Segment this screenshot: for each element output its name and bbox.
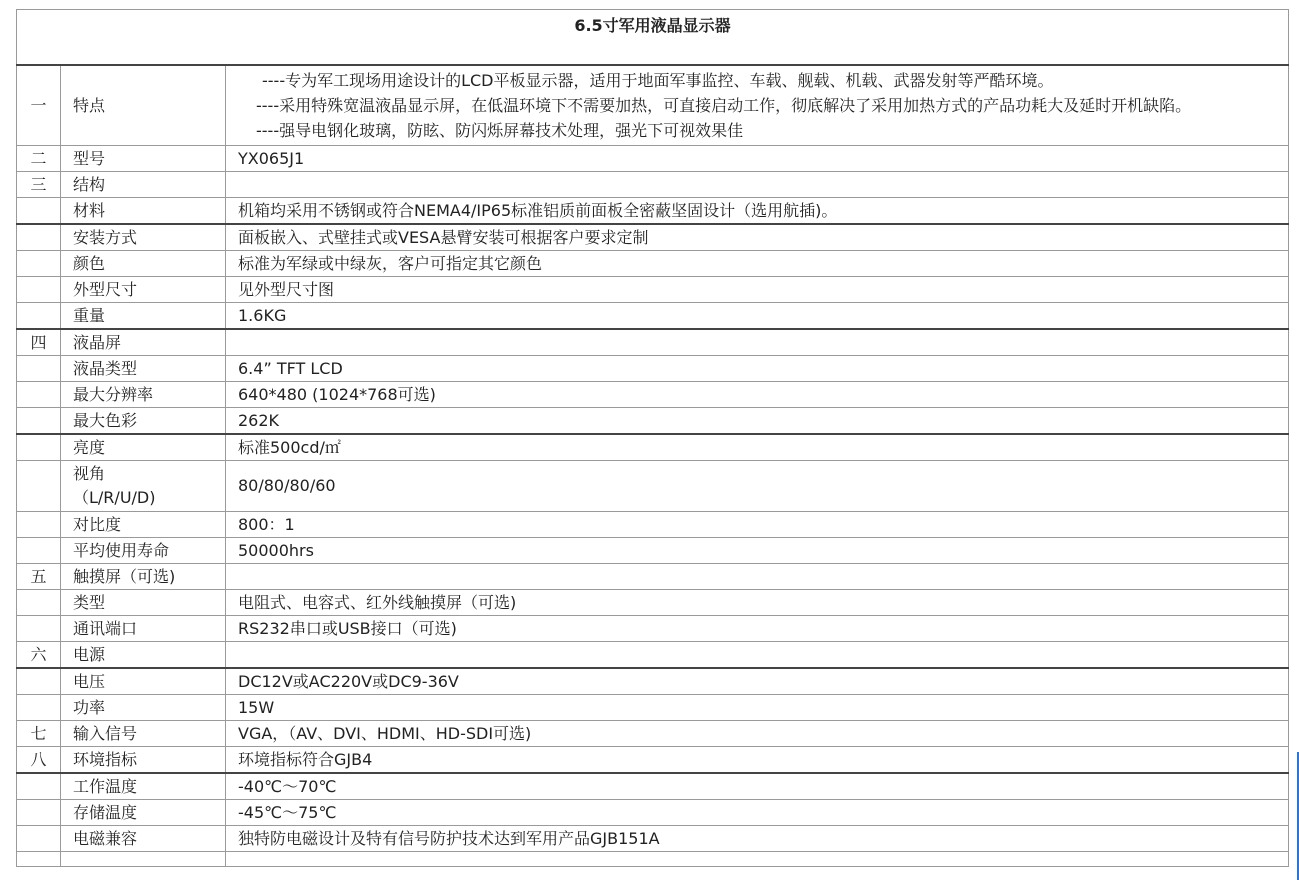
table-row (17, 356, 1289, 382)
row-value: 环境指标符合GJB4 (226, 747, 1289, 774)
table-row (17, 564, 1289, 590)
row-index (17, 408, 61, 435)
row-value: -40℃～70℃ (226, 773, 1289, 800)
row-value (226, 564, 1289, 590)
row-value (226, 329, 1289, 356)
row-name: 平均使用寿命 (61, 538, 226, 564)
table-row (17, 590, 1289, 616)
row-name: 结构 (61, 172, 226, 198)
table-row (17, 146, 1289, 172)
row-index (17, 434, 61, 461)
row-index (17, 826, 61, 852)
row-value: 见外型尺寸图 (226, 277, 1289, 303)
row-name: 触摸屏（可选) (61, 564, 226, 590)
table-row (17, 512, 1289, 538)
row-value: 机箱均采用不锈钢或符合NEMA4/IP65标准铝质前面板全密蔽坚固设计（选用航插)。 (226, 198, 1289, 225)
row-value: 15W (226, 695, 1289, 721)
row-value: 电阻式、电容式、红外线触摸屏（可选) (226, 590, 1289, 616)
row-value: 标准为军绿或中绿灰，客户可指定其它颜色 (226, 251, 1289, 277)
row-name: 重量 (61, 303, 226, 330)
table-row (17, 172, 1289, 198)
row-value: -45℃～75℃ (226, 800, 1289, 826)
row-index (17, 800, 61, 826)
table-row (17, 198, 1289, 225)
table-row (17, 773, 1289, 800)
row-index (17, 616, 61, 642)
table-row (17, 277, 1289, 303)
table-row (17, 434, 1289, 461)
row-name: 安装方式 (61, 224, 226, 251)
row-name: 颜色 (61, 251, 226, 277)
row-name: 类型 (61, 590, 226, 616)
row-index (17, 590, 61, 616)
table-row (17, 747, 1289, 774)
row-name: 电磁兼容 (61, 826, 226, 852)
row-name: 最大分辨率 (61, 382, 226, 408)
table-row (17, 303, 1289, 330)
row-index: 三 (17, 172, 61, 198)
row-value: RS232串口或USB接口（可选) (226, 616, 1289, 642)
row-value: 80/80/80/60 (226, 461, 1289, 512)
table-row (17, 668, 1289, 695)
row-index (17, 277, 61, 303)
row-value: 面板嵌入、式壁挂式或VESA悬臂安装可根据客户要求定制 (226, 224, 1289, 251)
row-value: VGA，（AV、DVI、HDMI、HD-SDI可选) (226, 721, 1289, 747)
row-index (17, 198, 61, 225)
table-row (17, 224, 1289, 251)
row-value: YX065J1 (226, 146, 1289, 172)
row-name: 通讯端口 (61, 616, 226, 642)
row-value (226, 642, 1289, 669)
row-name (61, 852, 226, 867)
row-name: 亮度 (61, 434, 226, 461)
row-value: 50000hrs (226, 538, 1289, 564)
table-row (17, 408, 1289, 435)
feature-line: ----专为军工现场用途设计的LCD平板显示器，适用于地面军事监控、车载、舰载、机载、武器发射等严酷环境。 (262, 71, 1054, 90)
row-value: 独特防电磁设计及特有信号防护技术达到军用产品GJB151A (226, 826, 1289, 852)
row-name: 材料 (61, 198, 226, 225)
table-row (17, 382, 1289, 408)
row-index (17, 668, 61, 695)
row-name: 环境指标 (61, 747, 226, 774)
row-value: 6.4” TFT LCD (226, 356, 1289, 382)
table-row (17, 461, 1289, 512)
row-name: 对比度 (61, 512, 226, 538)
table-row (17, 329, 1289, 356)
row-index: 五 (17, 564, 61, 590)
feature-line: ----强导电钢化玻璃，防眩、防闪烁屏幕技术处理，强光下可视效果佳 (256, 121, 744, 140)
row-name: 特点 (61, 65, 226, 146)
row-value: 1.6KG (226, 303, 1289, 330)
row-value: 262K (226, 408, 1289, 435)
row-index (17, 852, 61, 867)
row-name: 输入信号 (61, 721, 226, 747)
table-row (17, 538, 1289, 564)
row-index: 八 (17, 747, 61, 774)
row-index: 一 (17, 65, 61, 146)
row-index (17, 512, 61, 538)
row-name: 电源 (61, 642, 226, 669)
table-row-features (17, 65, 1289, 146)
table-row (17, 695, 1289, 721)
row-name: 存储温度 (61, 800, 226, 826)
table-row (17, 800, 1289, 826)
row-value: 640*480 (1024*768可选) (226, 382, 1289, 408)
row-name: 液晶屏 (61, 329, 226, 356)
row-name: 外型尺寸 (61, 277, 226, 303)
row-name: 电压 (61, 668, 226, 695)
row-value: DC12V或AC220V或DC9-36V (226, 668, 1289, 695)
row-name: 视角 （L/R/U/D) (61, 461, 226, 512)
row-index (17, 251, 61, 277)
row-index: 六 (17, 642, 61, 669)
table-row (17, 251, 1289, 277)
table-title-row (17, 10, 1289, 66)
row-index (17, 773, 61, 800)
row-index: 二 (17, 146, 61, 172)
row-name: 液晶类型 (61, 356, 226, 382)
feature-line: ----采用特殊宽温液晶显示屏，在低温环境下不需要加热，可直接启动工作，彻底解决了采用加热方式的产品功耗大及延时开机缺陷。 (256, 96, 1192, 115)
row-value (226, 172, 1289, 198)
table-title: 6.5寸军用液晶显示器 (17, 10, 1289, 66)
table-row (17, 642, 1289, 669)
row-value (226, 852, 1289, 867)
row-value: 800：1 (226, 512, 1289, 538)
spec-table (16, 9, 1289, 867)
row-index (17, 695, 61, 721)
row-name: 最大色彩 (61, 408, 226, 435)
row-index (17, 303, 61, 330)
table-row (17, 721, 1289, 747)
row-index (17, 461, 61, 512)
table-row (17, 852, 1289, 867)
row-value: 标准500cd/㎡ (226, 434, 1289, 461)
row-index (17, 382, 61, 408)
features-text (226, 65, 1289, 146)
row-index (17, 356, 61, 382)
row-index (17, 538, 61, 564)
row-name: 工作温度 (61, 773, 226, 800)
table-row (17, 826, 1289, 852)
row-index: 四 (17, 329, 61, 356)
row-index (17, 224, 61, 251)
table-row (17, 616, 1289, 642)
row-index: 七 (17, 721, 61, 747)
row-name: 型号 (61, 146, 226, 172)
row-name: 功率 (61, 695, 226, 721)
